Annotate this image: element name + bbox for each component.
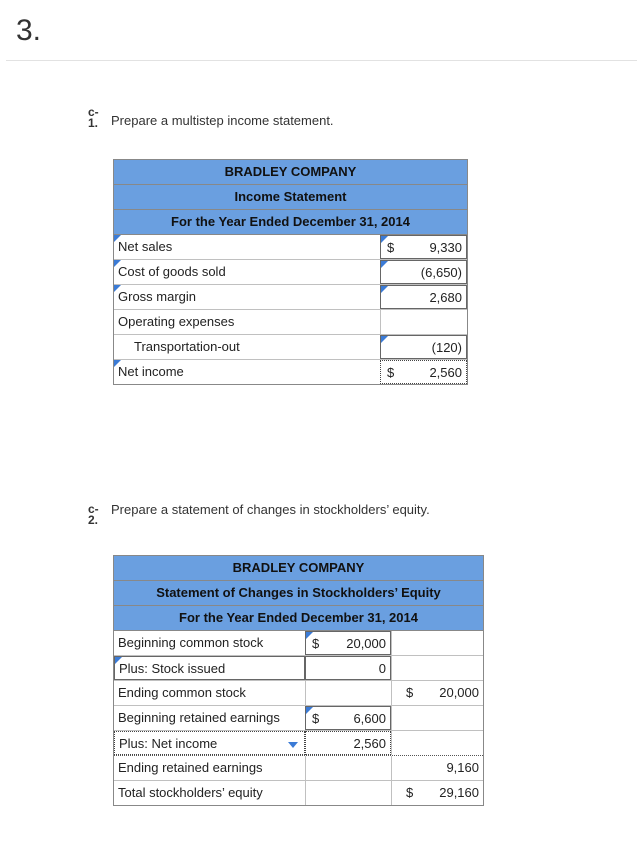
row-plus-net-income bbox=[114, 731, 483, 756]
beginning-retained-earnings-input[interactable] bbox=[305, 706, 391, 730]
company-name: BRADLEY COMPANY bbox=[114, 160, 467, 185]
row-transportation-out bbox=[114, 335, 467, 360]
cell-value: 2,560 bbox=[353, 736, 386, 751]
ending-retained-earnings-total[interactable] bbox=[391, 756, 483, 780]
stockholders-equity-table bbox=[113, 555, 484, 806]
cell-value: 2,560 bbox=[429, 365, 462, 380]
row-label: Ending common stock bbox=[118, 685, 246, 700]
cell-value: 0 bbox=[378, 661, 386, 676]
net-income-input[interactable] bbox=[380, 360, 467, 384]
cell-value: (120) bbox=[431, 340, 462, 355]
statement-title: Income Statement bbox=[114, 185, 467, 210]
empty-cell bbox=[305, 781, 391, 805]
row-ending-retained-earnings bbox=[114, 756, 483, 781]
row-net-sales bbox=[114, 235, 467, 260]
cell-value: 20,000 bbox=[346, 636, 386, 651]
empty-cell bbox=[391, 706, 483, 730]
income-statement-table bbox=[113, 159, 468, 385]
row-cost-of-goods-sold bbox=[114, 260, 467, 285]
cell-value: 9,330 bbox=[429, 240, 462, 255]
ending-common-stock-total[interactable] bbox=[391, 681, 483, 705]
row-total-stockholders-equity bbox=[114, 781, 483, 805]
empty-cell bbox=[391, 656, 483, 680]
net-sales-input[interactable] bbox=[380, 235, 467, 259]
row-net-income bbox=[114, 360, 467, 384]
cell-value: 20,000 bbox=[439, 685, 479, 700]
part2-prompt: Prepare a statement of changes in stockholders’ equity. bbox=[111, 502, 430, 517]
cogs-input[interactable] bbox=[380, 260, 467, 284]
part1-prompt: Prepare a multistep income statement. bbox=[111, 113, 334, 128]
part-label-line1: c- bbox=[88, 105, 99, 119]
cell-value: (6,650) bbox=[420, 265, 462, 280]
part-label-line1: c- bbox=[88, 502, 99, 516]
gross-margin-input[interactable] bbox=[380, 285, 467, 309]
stock-issued-label-cell[interactable] bbox=[114, 656, 305, 680]
row-label: Net income bbox=[118, 364, 184, 379]
row-beginning-retained-earnings bbox=[114, 706, 483, 731]
dollar-sign: $ bbox=[312, 711, 320, 726]
transportation-out-input[interactable] bbox=[380, 335, 467, 359]
statement-period: For the Year Ended December 31, 2014 bbox=[114, 210, 467, 235]
label-cell[interactable] bbox=[114, 360, 380, 384]
empty-cell bbox=[391, 731, 483, 755]
cell-value: 6,600 bbox=[353, 711, 386, 726]
part-label-c1 bbox=[88, 107, 99, 129]
part-label-c2 bbox=[88, 504, 99, 526]
empty-cell bbox=[380, 310, 467, 334]
statement-period: For the Year Ended December 31, 2014 bbox=[114, 606, 483, 631]
dollar-sign: $ bbox=[387, 240, 395, 255]
row-label: Operating expenses bbox=[118, 314, 235, 329]
row-label: Total stockholders’ equity bbox=[118, 785, 263, 800]
dollar-sign: $ bbox=[387, 365, 395, 380]
total-stockholders-equity-total[interactable] bbox=[391, 781, 483, 805]
row-ending-common-stock bbox=[114, 681, 483, 706]
dollar-sign: $ bbox=[406, 685, 414, 700]
part-label-line2: 1. bbox=[88, 116, 99, 130]
row-label: Gross margin bbox=[118, 289, 197, 304]
row-operating-expenses bbox=[114, 310, 467, 335]
row-label: Ending retained earnings bbox=[118, 760, 263, 775]
dropdown-arrow-icon[interactable] bbox=[288, 742, 298, 748]
label-cell[interactable] bbox=[114, 285, 380, 309]
row-label: Cost of goods sold bbox=[118, 264, 226, 279]
divider bbox=[6, 60, 637, 61]
empty-cell bbox=[305, 756, 391, 780]
part-label-line2: 2. bbox=[88, 513, 99, 527]
row-beginning-common-stock bbox=[114, 631, 483, 656]
cell-value: 9,160 bbox=[446, 760, 479, 775]
company-name: BRADLEY COMPANY bbox=[114, 556, 483, 581]
dollar-sign: $ bbox=[312, 636, 320, 651]
dollar-sign: $ bbox=[406, 785, 414, 800]
row-stock-issued bbox=[114, 656, 483, 681]
net-income-input[interactable] bbox=[305, 731, 391, 755]
question-number: 3. bbox=[16, 14, 42, 47]
stock-issued-input[interactable] bbox=[305, 656, 391, 680]
row-gross-margin bbox=[114, 285, 467, 310]
net-income-select[interactable] bbox=[114, 731, 305, 755]
row-label: Plus: Net income bbox=[119, 736, 218, 751]
row-label: Plus: Stock issued bbox=[119, 661, 226, 676]
cell-value: 29,160 bbox=[439, 785, 479, 800]
beginning-common-stock-input[interactable] bbox=[305, 631, 391, 655]
statement-title: Statement of Changes in Stockholders’ Equity bbox=[114, 581, 483, 606]
row-label: Beginning common stock bbox=[118, 635, 264, 650]
row-label: Net sales bbox=[118, 239, 173, 254]
label-cell[interactable] bbox=[114, 260, 380, 284]
empty-cell bbox=[305, 681, 391, 705]
empty-cell bbox=[391, 631, 483, 655]
label-cell[interactable] bbox=[114, 235, 380, 259]
cell-value: 2,680 bbox=[429, 290, 462, 305]
row-label: Beginning retained earnings bbox=[118, 710, 280, 725]
row-label: Transportation-out bbox=[134, 339, 240, 354]
